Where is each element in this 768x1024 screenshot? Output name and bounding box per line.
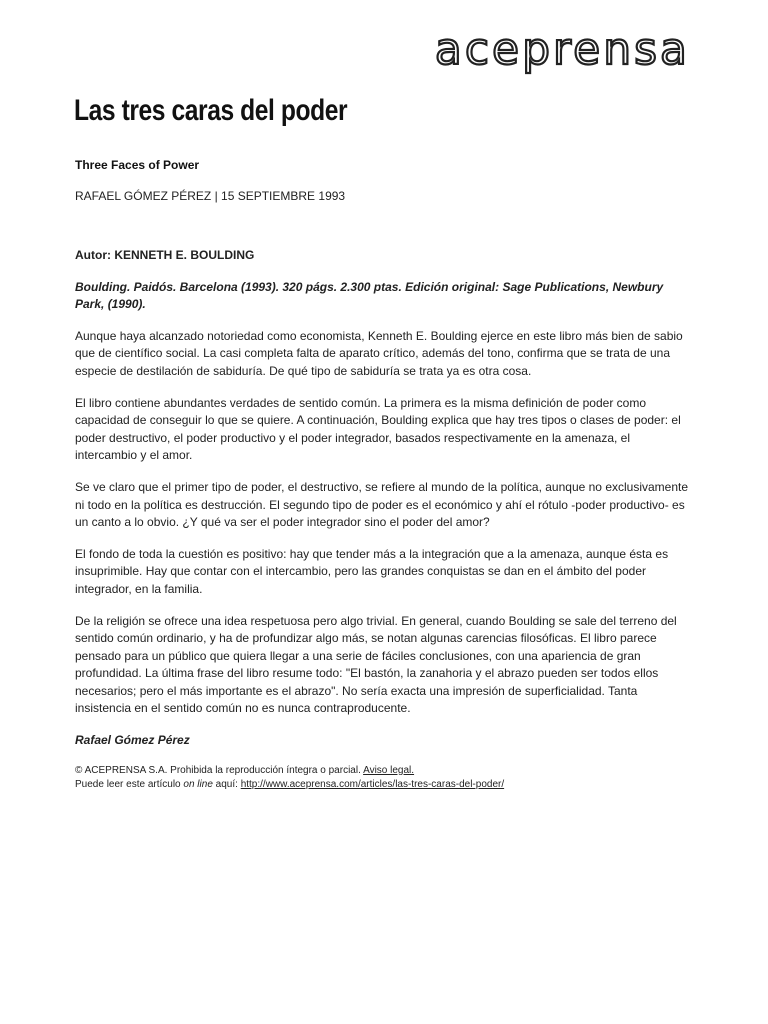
book-author: Autor: KENNETH E. BOULDING bbox=[75, 248, 255, 262]
read-prefix-text: Puede leer este artículo bbox=[75, 778, 181, 790]
article-subtitle: Three Faces of Power bbox=[75, 158, 200, 172]
aceprensa-logo: aceprensa bbox=[434, 24, 690, 75]
book-bibliographic-info: Boulding. Paidós. Barcelona (1993). 320 págs. 2.300 ptas. Edición original: Sage Publications, Newbury Park, (1990). bbox=[75, 279, 664, 312]
read-middle-text: aquí: bbox=[215, 778, 238, 790]
article-signature: Rafael Gómez Pérez bbox=[75, 733, 190, 748]
copyright-line bbox=[75, 764, 693, 778]
body-paragraph: Se ve claro que el primer tipo de poder, el destructivo, se refiere al mundo de la política, aunque no exclusivamente ni todo en la política es destrucción. El segundo tipo de poder es el económico y ahí el rótulo -poder productivo- es un canto a lo obvio. ¿Y qué va ser el poder integrador sino el poder del amor? bbox=[75, 479, 689, 530]
footer bbox=[75, 764, 693, 792]
online-label: on line bbox=[183, 778, 213, 790]
article-body bbox=[75, 247, 693, 792]
body-paragraph: Aunque haya alcanzado notoriedad como economista, Kenneth E. Boulding ejerce en este libro más bien de sabio que de científico social. La casi completa falta de aparato crítico, además del tono, confirma que se trata de una especie de destilación de sabiduría. De qué tipo de sabiduría se trata ya es otra cosa. bbox=[75, 328, 683, 378]
body-paragraph: El fondo de toda la cuestión es positivo: hay que tender más a la integración que a la amenaza, aunque ésta es insuprimible. Hay que contar con el intercambio, pero las grandes conquistas se dan en el ámbito del poder integrador, en la familia. bbox=[75, 546, 669, 596]
article-url-link[interactable]: http://www.aceprensa.com/articles/las-tres-caras-del-poder/ bbox=[240, 778, 505, 790]
online-read-line bbox=[75, 778, 693, 792]
article-title: Las tres caras del poder bbox=[74, 94, 348, 127]
copyright-text: © ACEPRENSA S.A. Prohibida la reproducción íntegra o parcial. bbox=[75, 764, 361, 776]
article-byline: RAFAEL GÓMEZ PÉREZ | 15 SEPTIEMBRE 1993 bbox=[75, 189, 346, 203]
body-paragraph: De la religión se ofrece una idea respetuosa pero algo trivial. En general, cuando Boulding se sale del terreno del sentido común ordinario, y ha de profundizar algo más, se notan algunas carencias filosóficas. El libro parece pensado para un público que quiera llegar a una serie de fáciles conclusiones, con una apariencia de gran profundidad. La última frase del libro resume todo: "El bastón, la zanahoria y el abrazo pueden ser todos ellos necesarios; pero el más importante es el abrazo". No sería exacta una impresión de superficialidad. Tanta insistencia en el sentido común no es nunca contraproducente. bbox=[75, 613, 677, 716]
body-paragraph: El libro contiene abundantes verdades de sentido común. La primera es la misma definición de poder como capacidad de conseguir lo que se quiere. A continuación, Boulding explica que hay tres tipos o clases de poder: el poder destructivo, el poder productivo y el poder integrador, basados respectivamente en la amenaza, el intercambio y el amor. bbox=[75, 395, 681, 463]
legal-notice-link[interactable]: Aviso legal. bbox=[363, 764, 415, 776]
